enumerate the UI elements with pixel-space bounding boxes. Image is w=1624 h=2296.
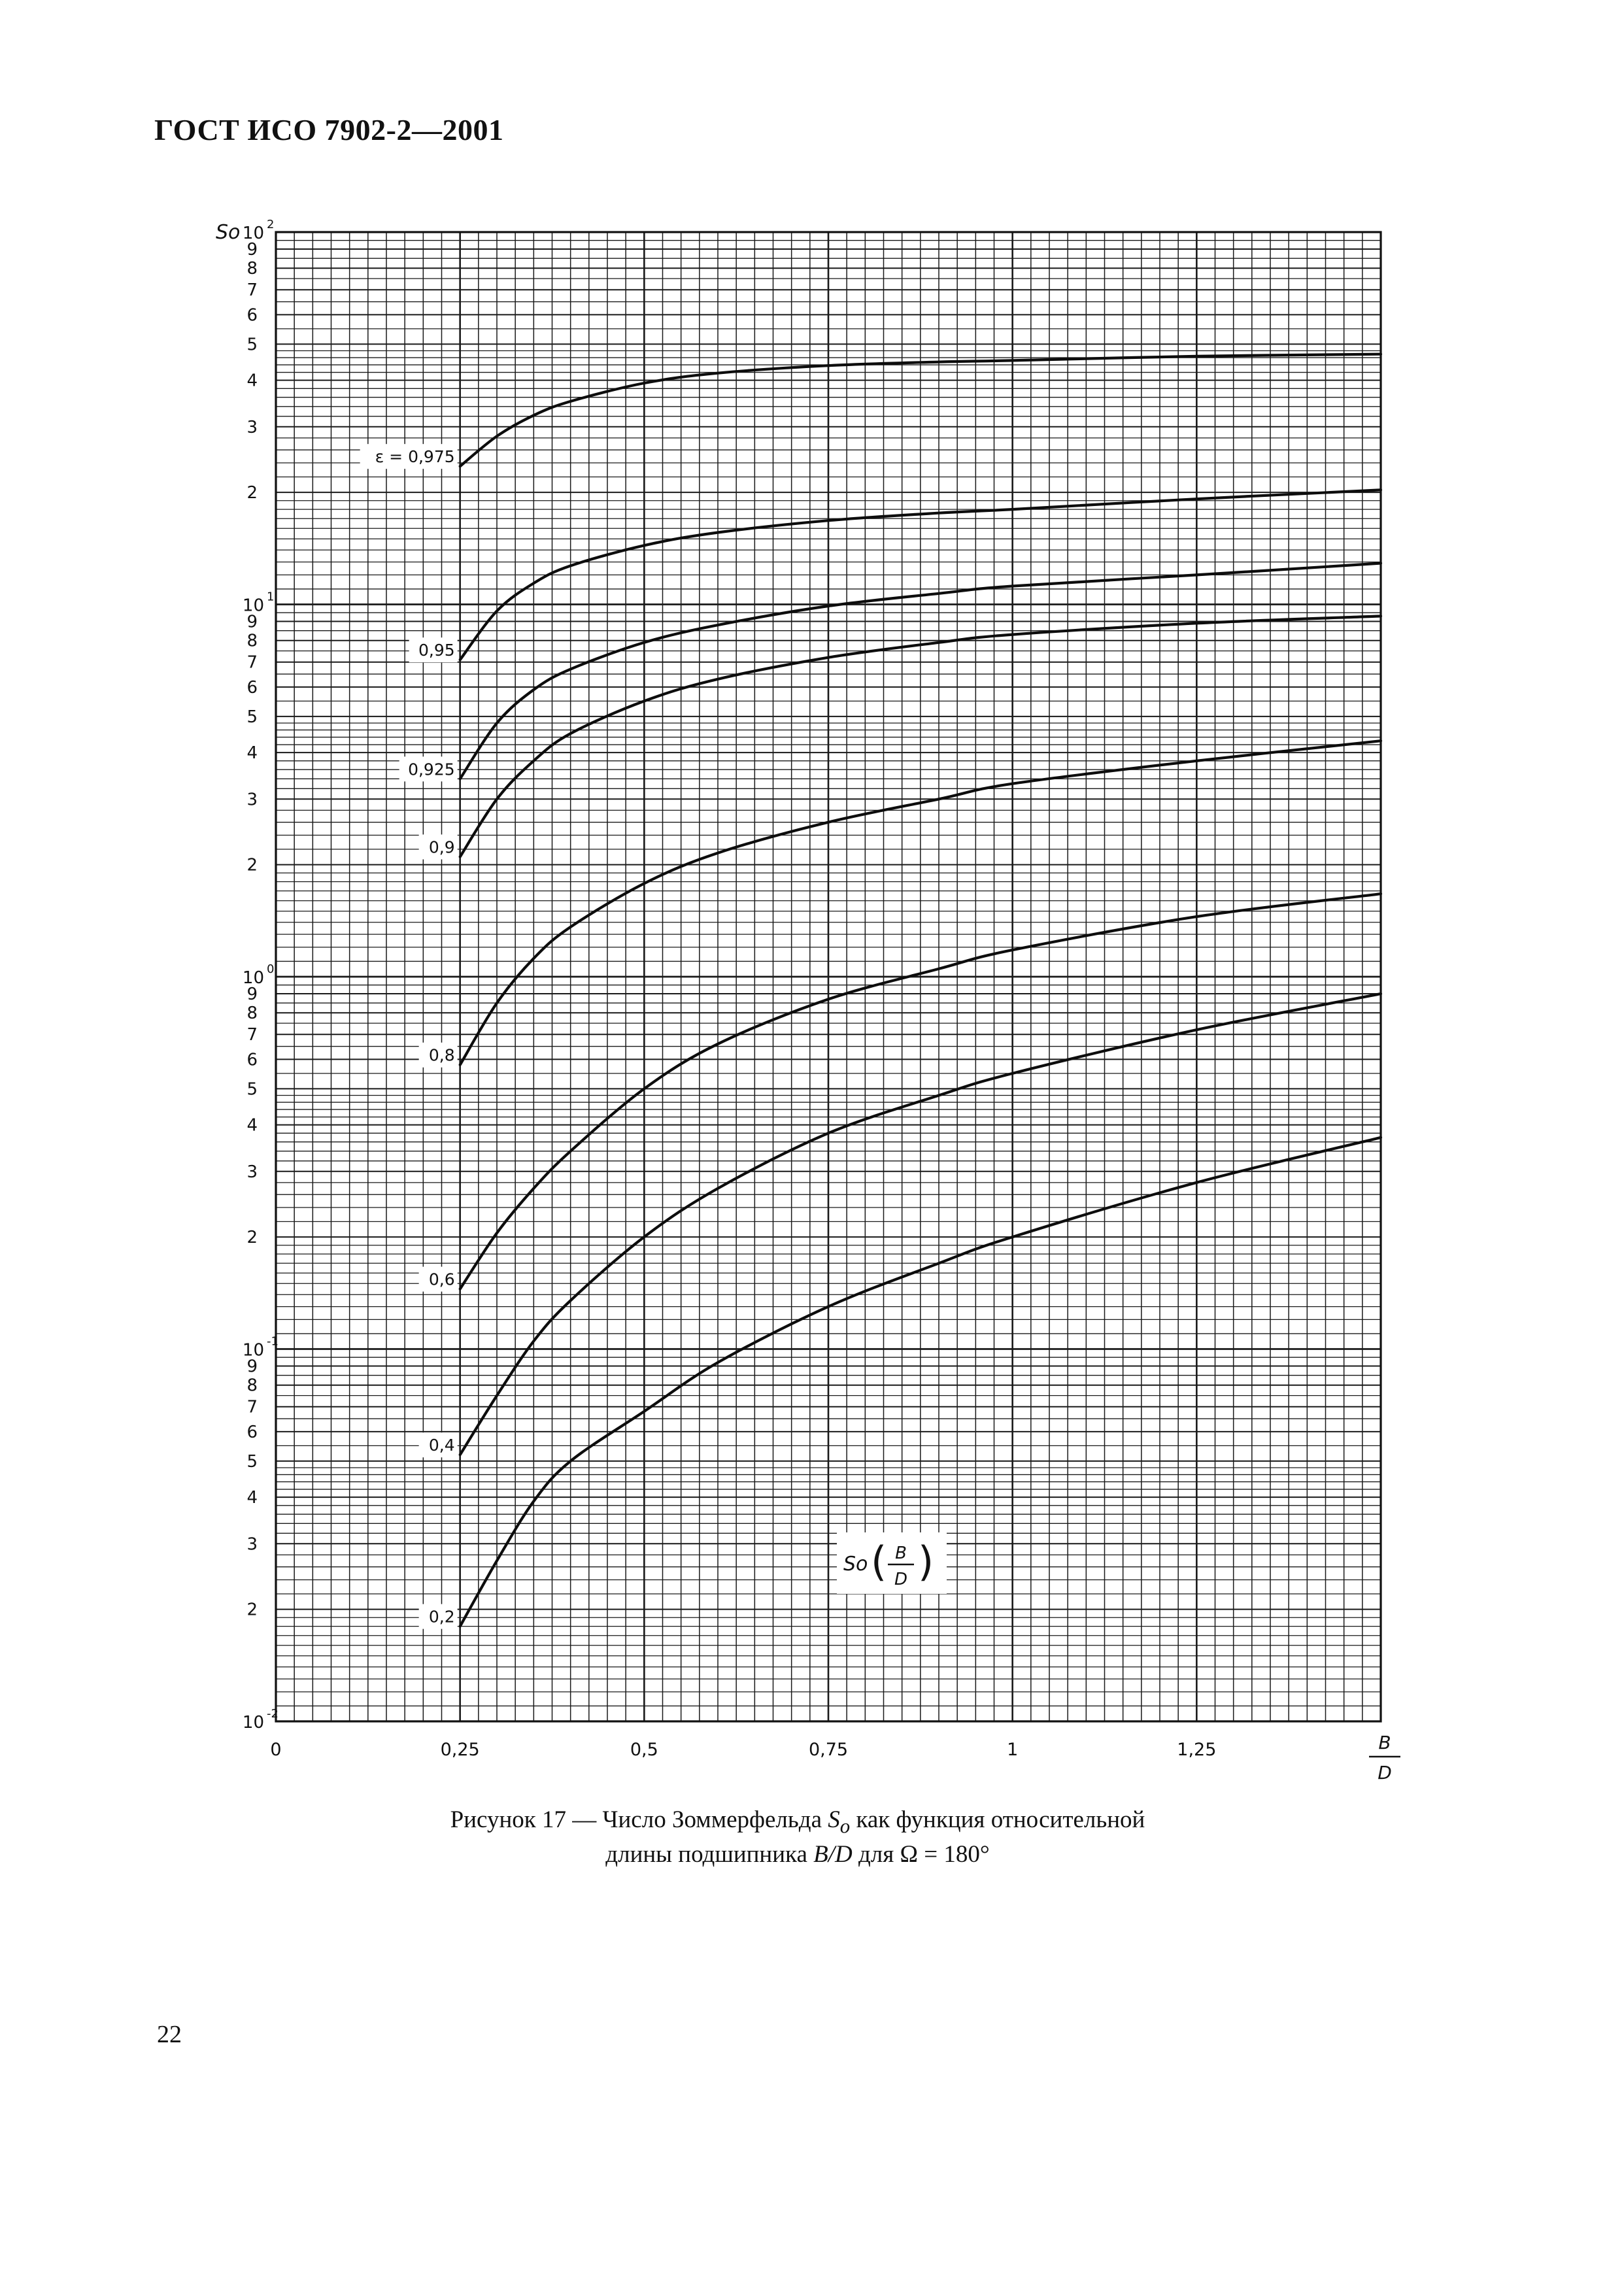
y-minor-label: 4 [246,1115,258,1136]
y-minor-label: 7 [246,1397,258,1417]
y-decade-exponent: 1 [267,590,275,604]
y-minor-label: 9 [246,240,258,260]
y-minor-label: 4 [246,743,258,764]
series-label-6: 0,4 [428,1436,455,1455]
caption-text-a: Рисунок 17 — Число Зоммерфельда [450,1806,828,1833]
y-minor-label: 3 [246,417,258,437]
y-decade-exponent: -1 [267,1334,279,1349]
y-minor-label: 3 [246,1534,258,1555]
function-annotation-lparen: ( [871,1538,887,1585]
y-minor-label: 6 [246,1422,258,1442]
y-minor-label: 9 [246,1357,258,1377]
y-decade-exponent: -2 [267,1707,279,1721]
page-number: 22 [157,2021,182,2048]
y-axis-label: So [216,221,241,244]
function-annotation-rparen: ) [918,1538,934,1585]
y-minor-label: 7 [246,1025,258,1045]
x-tick-label: 1 [1007,1740,1019,1760]
y-minor-label: 2 [246,1600,258,1620]
document-header: ГОСТ ИСО 7902-2—2001 [154,113,504,146]
caption-text-d: для Ω = 180° [852,1841,990,1868]
caption-text-b: как функция относительной [850,1806,1145,1833]
y-decade-label: 10 [242,224,264,243]
y-minor-label: 8 [246,631,258,651]
function-annotation-numerator: B [895,1544,907,1563]
caption-text-c: длины подшипника [605,1841,814,1868]
y-decade-exponent: 0 [267,962,275,976]
y-decade-label: 10 [242,596,264,616]
chart-annotations [837,1532,947,1594]
y-minor-label: 6 [246,677,258,698]
y-minor-label: 9 [246,985,258,1005]
function-annotation-denominator: D [894,1570,908,1589]
y-minor-label: 2 [246,855,258,875]
y-minor-label: 3 [246,790,258,810]
y-minor-label: 5 [246,335,258,355]
y-decade-label: 10 [242,1713,264,1732]
y-minor-label: 7 [246,652,258,673]
series-label-7: 0,2 [428,1607,455,1627]
x-axis-label-denominator: D [1378,1762,1392,1783]
y-minor-label: 5 [246,1451,258,1472]
x-tick-label: 0,25 [440,1740,480,1760]
y-minor-label: 3 [246,1162,258,1182]
y-minor-label: 6 [246,1050,258,1070]
y-decade-label: 10 [242,1340,264,1360]
x-tick-label: 0 [270,1740,282,1760]
y-minor-label: 2 [246,483,258,503]
x-axis-label-numerator: B [1378,1732,1391,1753]
x-axis-labels [270,1732,1400,1783]
figure-caption [248,1804,1347,1871]
y-minor-label: 4 [246,1488,258,1508]
y-minor-label: 8 [246,1376,258,1396]
y-minor-label: 6 [246,305,258,326]
y-minor-label: 5 [246,707,258,727]
series-label-0: ε = 0,975 [375,447,455,467]
x-tick-label: 0,75 [808,1740,849,1760]
y-minor-label: 9 [246,612,258,632]
y-minor-label: 7 [246,280,258,301]
y-minor-label: 2 [246,1228,258,1248]
series-label-2: 0,925 [408,760,455,779]
caption-symbol-s: S [828,1806,840,1833]
series-label-3: 0,9 [428,837,455,857]
y-minor-label: 5 [246,1079,258,1100]
caption-symbol-sub: o [839,1815,851,1838]
y-minor-label: 8 [246,259,258,279]
y-axis-labels [216,218,279,1732]
x-tick-label: 0,5 [630,1740,658,1760]
caption-line-1 [248,1804,1347,1839]
x-tick-label: 1,25 [1177,1740,1217,1760]
series-label-1: 0,95 [418,641,455,660]
y-minor-label: 8 [246,1004,258,1024]
y-minor-label: 4 [246,371,258,391]
series-label-4: 0,8 [428,1045,455,1065]
series-label-5: 0,6 [428,1270,455,1289]
caption-symbol-bd: B/D [813,1841,853,1868]
caption-line-2 [248,1839,1347,1870]
y-decade-exponent: 2 [267,218,275,231]
y-decade-label: 10 [242,968,264,988]
function-annotation-label: So [843,1553,868,1576]
